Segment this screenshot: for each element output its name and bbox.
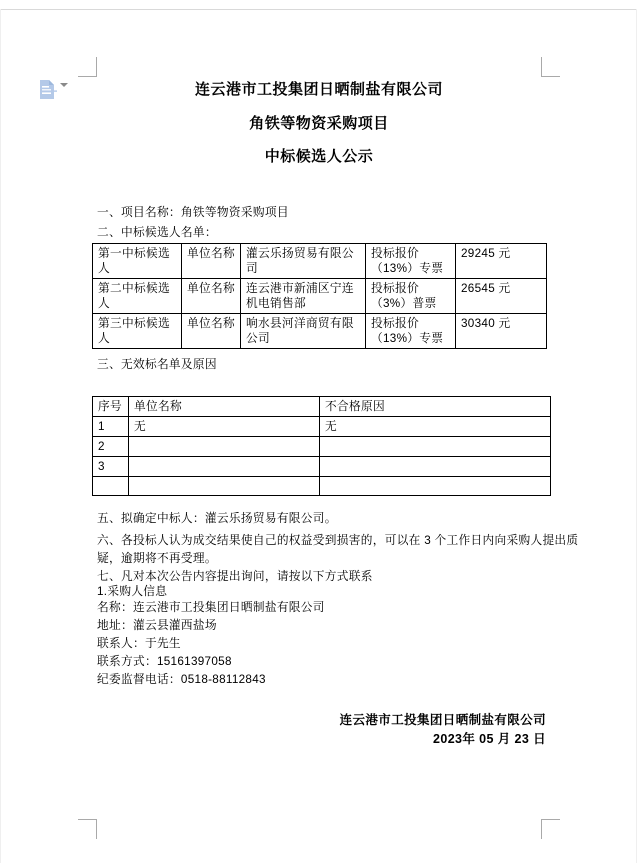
table-row <box>93 244 547 279</box>
table-header-cell: 单位名称 <box>129 397 320 417</box>
table-header-cell: 不合格原因 <box>320 397 551 417</box>
doc-title-company: 连云港市工投集团日晒制盐有限公司 <box>194 81 443 98</box>
margin-crop-mark-top-right <box>541 57 560 77</box>
buyer-phone: 联系方式：15161397058 <box>97 655 232 668</box>
table-cell: 第二中标候选人 <box>93 279 182 314</box>
page-left-edge <box>0 9 1 863</box>
paragraph-winner: 五、拟确定中标人：灌云乐扬贸易有限公司。 <box>97 512 337 525</box>
paragraph-objection-line2: 疑，逾期将不再受理。 <box>97 552 217 565</box>
table-cell: 26545 元 <box>456 279 547 314</box>
table-row <box>93 457 551 477</box>
table-cell <box>320 437 551 457</box>
paragraph-project-name: 一、项目名称：角铁等物资采购项目 <box>97 206 289 219</box>
table-cell: 无 <box>129 417 320 437</box>
paragraph-candidates-heading: 二、中标候选人名单： <box>97 226 217 239</box>
table-row <box>93 477 551 496</box>
margin-crop-mark-bottom-right <box>541 819 560 839</box>
table-cell: 连云港市新浦区宁连机电销售部 <box>241 279 366 314</box>
table-cell: 30340 元 <box>456 314 547 349</box>
candidates-table <box>92 243 547 349</box>
table-cell: 投标报价（13%）专票 <box>366 314 456 349</box>
page-top-edge <box>0 9 637 10</box>
table-cell: 投标报价（13%）专票 <box>366 244 456 279</box>
table-cell: 2 <box>93 437 129 457</box>
dropdown-caret-icon[interactable] <box>60 87 69 95</box>
table-cell <box>320 457 551 477</box>
table-cell <box>93 477 129 496</box>
buyer-info-heading: 1.采购人信息 <box>97 585 168 598</box>
signature-block <box>340 711 546 749</box>
table-cell <box>129 457 320 477</box>
table-cell: 无 <box>320 417 551 437</box>
doc-title-project: 角铁等物资采购项目 <box>249 115 389 132</box>
table-cell: 响水县河洋商贸有限公司 <box>241 314 366 349</box>
table-cell: 3 <box>93 457 129 477</box>
buyer-address: 地址：灌云县灌西盐场 <box>97 619 217 632</box>
table-cell: 投标报价（3%）普票 <box>366 279 456 314</box>
table-cell <box>320 477 551 496</box>
buyer-name: 名称：连云港市工投集团日晒制盐有限公司 <box>97 601 325 614</box>
table-cell: 1 <box>93 417 129 437</box>
table-cell: 第三中标候选人 <box>93 314 182 349</box>
discipline-supervision-phone: 纪委监督电话：0518-88112843 <box>97 673 266 686</box>
table-cell: 29245 元 <box>456 244 547 279</box>
table-header-cell: 序号 <box>93 397 129 417</box>
paragraph-contact-heading: 七、凡对本次公告内容提出询问，请按以下方式联系 <box>97 570 373 583</box>
table-cell: 第一中标候选人 <box>93 244 182 279</box>
table-cell <box>129 477 320 496</box>
table-row <box>93 437 551 457</box>
table-cell: 单位名称 <box>182 314 241 349</box>
invalid-bids-table <box>92 396 551 496</box>
signature-company: 连云港市工投集团日晒制盐有限公司 <box>339 713 546 727</box>
table-cell <box>129 437 320 457</box>
table-row <box>93 417 551 437</box>
signature-date: 2023年 05 月 23 日 <box>432 732 546 746</box>
buyer-contact-person: 联系人：于先生 <box>97 637 181 650</box>
paragraph-objection-line1: 六、各投标人认为成交结果使自己的权益受到损害的，可以在 3 个工作日内向采购人提出质 <box>97 534 579 547</box>
table-cell: 单位名称 <box>182 279 241 314</box>
margin-crop-mark-top-left <box>78 57 97 77</box>
table-header-row <box>93 397 551 417</box>
table-row <box>93 314 547 349</box>
paste-options-button[interactable] <box>39 79 73 103</box>
table-cell: 单位名称 <box>182 244 241 279</box>
table-row <box>93 279 547 314</box>
paragraph-invalid-heading: 三、无效标名单及原因 <box>97 358 217 371</box>
table-cell: 灌云乐扬贸易有限公司 <box>241 244 366 279</box>
margin-crop-mark-bottom-left <box>78 819 97 839</box>
doc-title-notice: 中标候选人公示 <box>264 148 374 165</box>
